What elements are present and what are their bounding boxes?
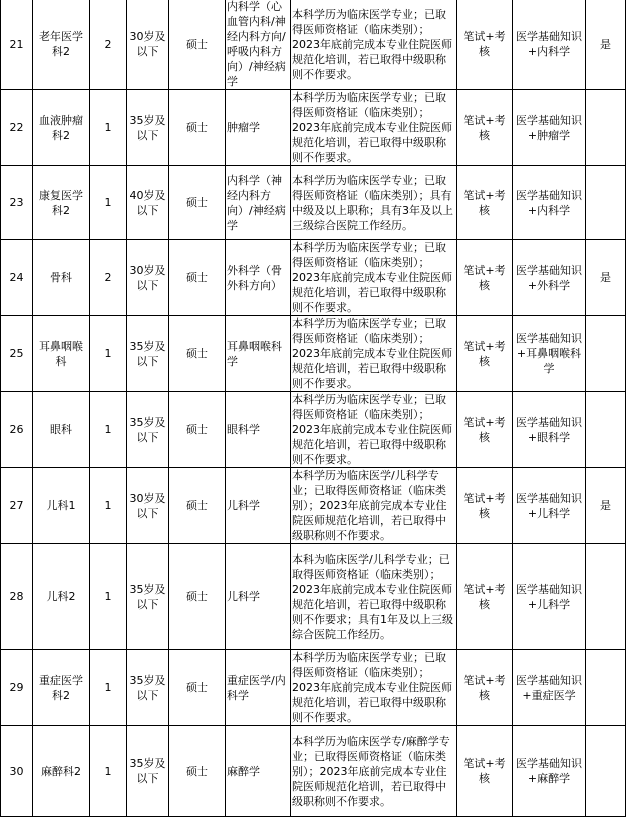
exam-content: 医学基础知识+儿科学 [513, 544, 586, 650]
exam-content: 医学基础知识+内科学 [513, 0, 586, 90]
table-row [1, 544, 626, 650]
major: 儿科学 [226, 544, 291, 650]
major: 内科学（神经内科方向）/神经病学 [226, 166, 291, 240]
table-row [1, 392, 626, 468]
degree: 硕士 [169, 240, 226, 316]
exam-method: 笔试+考核 [457, 468, 513, 544]
degree: 硕士 [169, 0, 226, 90]
requirement: 本科为临床医学/儿科学专业；已取得医师资格证（临床类别）；2023年底前完成本专业住院医师规范化培训，若已取得中级职称则不作要求；具有1年及以上三级综合医院工作经历。 [291, 544, 457, 650]
position-count: 1 [90, 392, 127, 468]
department: 眼科 [33, 392, 90, 468]
note [586, 166, 626, 240]
degree: 硕士 [169, 392, 226, 468]
department: 儿科2 [33, 544, 90, 650]
department: 儿科1 [33, 468, 90, 544]
major: 重症医学/内科学 [226, 650, 291, 726]
note: 是 [586, 0, 626, 90]
major: 儿科学 [226, 468, 291, 544]
table-row [1, 726, 626, 817]
exam-method: 笔试+考核 [457, 392, 513, 468]
table-row [1, 650, 626, 726]
table-row [1, 468, 626, 544]
row-number: 25 [1, 316, 33, 392]
position-count: 2 [90, 0, 127, 90]
department: 骨科 [33, 240, 90, 316]
table-row [1, 90, 626, 166]
table-row [1, 240, 626, 316]
row-number: 30 [1, 726, 33, 817]
row-number: 22 [1, 90, 33, 166]
requirement: 本科学历为临床医学专业；已取得医师资格证（临床类别）；具有中级及以上职称；具有3年及以上三级综合医院工作经历。 [291, 166, 457, 240]
exam-method: 笔试+考核 [457, 0, 513, 90]
table-row [1, 166, 626, 240]
exam-method: 笔试+考核 [457, 166, 513, 240]
exam-content: 医学基础知识+肿瘤学 [513, 90, 586, 166]
degree: 硕士 [169, 468, 226, 544]
department: 老年医学科2 [33, 0, 90, 90]
exam-content: 医学基础知识+外科学 [513, 240, 586, 316]
row-number: 23 [1, 166, 33, 240]
row-number: 29 [1, 650, 33, 726]
degree: 硕士 [169, 544, 226, 650]
major: 内科学（心血管内科/神经内科方向/呼吸内科方向）/神经病学 [226, 0, 291, 90]
note [586, 726, 626, 817]
exam-method: 笔试+考核 [457, 544, 513, 650]
position-count: 1 [90, 90, 127, 166]
major: 耳鼻咽喉科学 [226, 316, 291, 392]
exam-content: 医学基础知识+麻醉学 [513, 726, 586, 817]
row-number: 21 [1, 0, 33, 90]
degree: 硕士 [169, 650, 226, 726]
exam-method: 笔试+考核 [457, 726, 513, 817]
requirement: 本科学历为临床医学/儿科学专业；已取得医师资格证（临床类别）；2023年底前完成本专业住院医师规范化培训，若已取得中级职称则不作要求。 [291, 468, 457, 544]
degree: 硕士 [169, 90, 226, 166]
position-count: 1 [90, 544, 127, 650]
note [586, 316, 626, 392]
row-number: 27 [1, 468, 33, 544]
exam-method: 笔试+考核 [457, 240, 513, 316]
exam-content: 医学基础知识+耳鼻咽喉科学 [513, 316, 586, 392]
exam-method: 笔试+考核 [457, 90, 513, 166]
row-number: 24 [1, 240, 33, 316]
department: 麻醉科2 [33, 726, 90, 817]
note: 是 [586, 240, 626, 316]
exam-content: 医学基础知识+眼科学 [513, 392, 586, 468]
position-count: 1 [90, 468, 127, 544]
age-requirement: 35岁及以下 [127, 726, 169, 817]
exam-content: 医学基础知识+重症医学 [513, 650, 586, 726]
note [586, 90, 626, 166]
degree: 硕士 [169, 726, 226, 817]
table-row [1, 0, 626, 90]
age-requirement: 30岁及以下 [127, 240, 169, 316]
age-requirement: 40岁及以下 [127, 166, 169, 240]
department: 康复医学科2 [33, 166, 90, 240]
major: 肿瘤学 [226, 90, 291, 166]
major: 眼科学 [226, 392, 291, 468]
age-requirement: 35岁及以下 [127, 544, 169, 650]
note: 是 [586, 468, 626, 544]
age-requirement: 30岁及以下 [127, 468, 169, 544]
requirement: 本科学历为临床医学专业；已取得医师资格证（临床类别）；2023年底前完成本专业住院医师规范化培训，若已取得中级职称则不作要求。 [291, 316, 457, 392]
position-count: 1 [90, 316, 127, 392]
requirement: 本科学历为临床医学专业；已取得医师资格证（临床类别）；2023年底前完成本专业住院医师规范化培训，若已取得中级职称则不作要求。 [291, 650, 457, 726]
department: 耳鼻咽喉科 [33, 316, 90, 392]
age-requirement: 35岁及以下 [127, 316, 169, 392]
age-requirement: 35岁及以下 [127, 90, 169, 166]
note [586, 392, 626, 468]
age-requirement: 35岁及以下 [127, 650, 169, 726]
degree: 硕士 [169, 316, 226, 392]
requirement: 本科学历为临床医学专业；已取得医师资格证（临床类别）；2023年底前完成本专业住院医师规范化培训，若已取得中级职称则不作要求。 [291, 90, 457, 166]
table-row [1, 316, 626, 392]
degree: 硕士 [169, 166, 226, 240]
department: 重症医学科2 [33, 650, 90, 726]
position-count: 2 [90, 240, 127, 316]
major: 外科学（骨外科方向） [226, 240, 291, 316]
position-count: 1 [90, 726, 127, 817]
requirement: 本科学历为临床医学专业；已取得医师资格证（临床类别）；2023年底前完成本专业住院医师规范化培训，若已取得中级职称则不作要求。 [291, 392, 457, 468]
department: 血液肿瘤科2 [33, 90, 90, 166]
exam-method: 笔试+考核 [457, 650, 513, 726]
age-requirement: 30岁及以下 [127, 0, 169, 90]
major: 麻醉学 [226, 726, 291, 817]
note [586, 650, 626, 726]
exam-content: 医学基础知识+儿科学 [513, 468, 586, 544]
age-requirement: 35岁及以下 [127, 392, 169, 468]
exam-content: 医学基础知识+内科学 [513, 166, 586, 240]
requirement: 本科学历为临床医学专/麻醉学专业；已取得医师资格证（临床类别）；2023年底前完成本专业住院医师规范化培训，若已取得中级职称则不作要求。 [291, 726, 457, 817]
exam-method: 笔试+考核 [457, 316, 513, 392]
requirement: 本科学历为临床医学专业；已取得医师资格证（临床类别）；2023年底前完成本专业住院医师规范化培训，若已取得中级职称则不作要求。 [291, 0, 457, 90]
position-count: 1 [90, 166, 127, 240]
position-count: 1 [90, 650, 127, 726]
row-number: 28 [1, 544, 33, 650]
requirement: 本科学历为临床医学专业；已取得医师资格证（临床类别）；2023年底前完成本专业住院医师规范化培训，若已取得中级职称则不作要求。 [291, 240, 457, 316]
row-number: 26 [1, 392, 33, 468]
note [586, 544, 626, 650]
